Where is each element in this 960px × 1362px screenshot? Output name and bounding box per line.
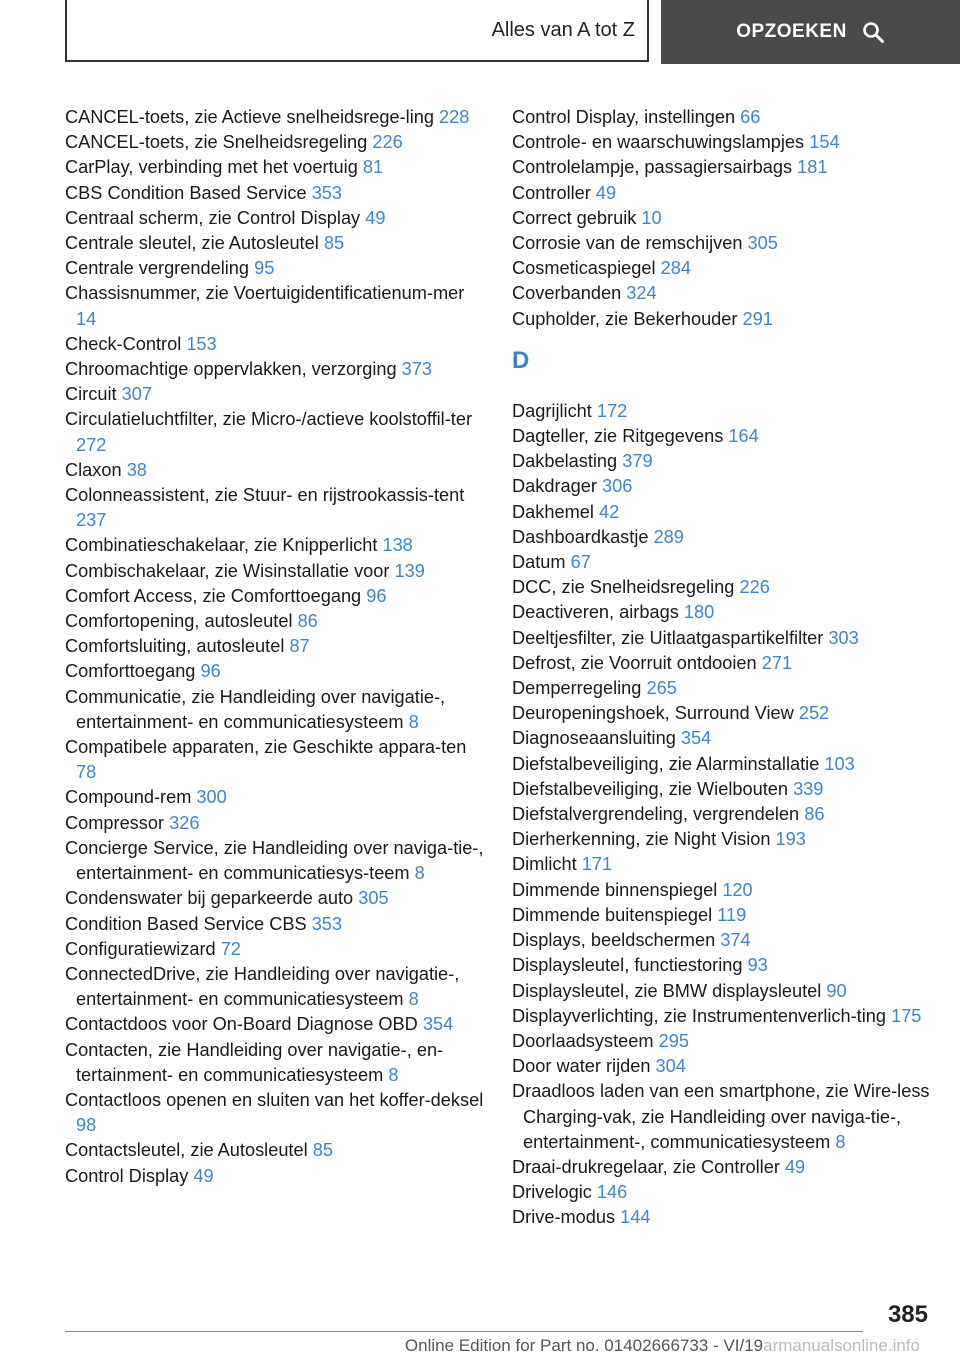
index-entry-text: Diefstalbeveiliging, zie Alarminstallatie xyxy=(512,753,820,774)
page-link[interactable]: 354 xyxy=(680,728,712,749)
page-link[interactable]: 146 xyxy=(596,1182,628,1203)
index-entry-text: Diefstalvergrendeling, vergrendelen xyxy=(512,804,800,825)
index-entry xyxy=(65,811,485,836)
page-link[interactable]: 271 xyxy=(761,652,793,673)
page-link[interactable]: 154 xyxy=(809,132,840,153)
index-entry xyxy=(65,559,485,584)
index-entry xyxy=(512,424,932,449)
page-link[interactable]: 87 xyxy=(289,636,310,657)
index-entry-text: Displaysleutel, functiestoring xyxy=(512,955,743,976)
index-entry-text: Drivelogic xyxy=(512,1182,592,1203)
index-entry-text: Drive-modus xyxy=(512,1207,616,1228)
index-entry xyxy=(512,449,932,474)
page-link[interactable]: 49 xyxy=(365,207,386,228)
page-link[interactable]: 86 xyxy=(804,804,825,825)
index-entry-text: Dimmende buitenspiegel xyxy=(512,904,713,925)
index-entry-text: Contacten, zie Handleiding over navigatie-, en-tertainment- en communicatiesysteem xyxy=(65,1039,444,1085)
index-entry xyxy=(65,785,485,810)
footer-text: Online Edition for Part no. 01402666733 - VI/19 xyxy=(404,1336,764,1355)
index-entry-text: DCC, zie Snelheidsregeling xyxy=(512,577,735,598)
index-entry xyxy=(512,1029,932,1054)
page-link[interactable]: 295 xyxy=(658,1030,689,1051)
page-link[interactable]: 96 xyxy=(200,661,221,682)
index-entry xyxy=(512,130,932,155)
page-link[interactable]: 85 xyxy=(312,1140,333,1161)
page-link[interactable]: 339 xyxy=(793,778,824,799)
search-icon xyxy=(861,20,885,44)
page-link[interactable]: 8 xyxy=(408,989,419,1010)
index-entry xyxy=(65,836,485,886)
index-entry xyxy=(512,474,932,499)
page-link[interactable]: 14 xyxy=(76,308,97,329)
index-entry xyxy=(65,659,485,684)
index-entry xyxy=(512,1180,932,1205)
page-link[interactable]: 300 xyxy=(196,787,227,808)
page-link[interactable]: 284 xyxy=(660,258,691,279)
index-entry-text: Draai-drukregelaar, zie Controller xyxy=(512,1156,780,1177)
tab-opzoeken[interactable] xyxy=(661,0,960,64)
index-entry-text: Chroomachtige oppervlakken, verzorging xyxy=(65,359,397,380)
index-entry-text: Condenswater bij geparkeerde auto xyxy=(65,888,354,909)
index-entry-text: Comfortopening, autosleutel xyxy=(65,611,293,632)
index-entry xyxy=(65,1088,485,1138)
index-entry xyxy=(512,155,932,180)
page-link[interactable]: 305 xyxy=(747,233,778,254)
page-link[interactable]: 120 xyxy=(722,879,753,900)
page-link[interactable]: 98 xyxy=(76,1115,97,1136)
page-link[interactable]: 49 xyxy=(784,1156,806,1177)
page-link[interactable]: 86 xyxy=(297,611,318,632)
index-entry-text: Condition Based Service CBS xyxy=(65,913,307,934)
index-entry xyxy=(65,937,485,962)
index-entry-text: Draadloos laden van een smartphone, zie Wire-less Charging-vak, zie Handleiding over naviga-tie-, entertainment-, communicatiesysteem xyxy=(512,1081,930,1152)
index-entry xyxy=(65,105,485,130)
index-entry-text: Combischakelaar, zie Wisinstallatie voor xyxy=(65,560,390,581)
page-link[interactable]: 10 xyxy=(641,207,662,228)
index-entry xyxy=(512,651,932,676)
index-entry-text: Combinatieschakelaar, zie Knipperlicht xyxy=(65,535,378,556)
index-column-right xyxy=(512,105,932,1231)
page-link[interactable]: 291 xyxy=(742,308,773,329)
index-entry xyxy=(512,1004,932,1029)
index-entry xyxy=(512,231,932,256)
page-link[interactable]: 90 xyxy=(826,980,847,1001)
page-link[interactable]: 305 xyxy=(358,888,389,909)
page-link[interactable]: 326 xyxy=(169,812,200,833)
index-entry-text: Communicatie, zie Handleiding over navigatie-, entertainment- en communicatiesysteem xyxy=(65,686,446,732)
index-entry-text: ConnectedDrive, zie Handleiding over navigatie-, entertainment- en communicatiesysteem xyxy=(65,963,460,1010)
index-entry xyxy=(512,827,932,852)
index-entry-text: CANCEL-toets, zie Actieve snelheidsrege-ling xyxy=(65,107,434,127)
page-link[interactable]: 38 xyxy=(126,459,147,480)
index-group-d xyxy=(512,399,932,1231)
index-entry-text: Datum xyxy=(512,552,566,573)
page-link[interactable]: 307 xyxy=(121,384,152,405)
index-entry-text: Circulatieluchtfilter, zie Micro-/actieve koolstoffil-ter xyxy=(65,409,472,430)
page-link[interactable]: 139 xyxy=(394,560,425,581)
page-link[interactable]: 272 xyxy=(76,434,107,455)
index-entry xyxy=(65,206,485,231)
index-entry-text: Dakhemel xyxy=(512,501,594,522)
index-entry-text: Contactsleutel, zie Autosleutel xyxy=(65,1140,308,1161)
index-entry-text: Control Display xyxy=(65,1165,189,1186)
index-entry-text: Deuropeningshoek, Surround View xyxy=(512,703,794,724)
index-entry-text: Corrosie van de remschijven xyxy=(512,233,743,254)
footer-divider xyxy=(65,1331,863,1332)
index-entry xyxy=(512,206,932,231)
index-entry-text: Displaysleutel, zie BMW displaysleutel xyxy=(512,980,822,1001)
page-link[interactable]: 144 xyxy=(620,1207,651,1228)
tab-label: Alles van A tot Z xyxy=(491,18,635,41)
index-entry-text: Compressor xyxy=(65,812,165,833)
index-entry xyxy=(65,584,485,609)
page-link[interactable]: 81 xyxy=(362,157,384,178)
index-entry xyxy=(512,676,932,701)
page-link[interactable]: 72 xyxy=(220,938,241,959)
tab-alles-van-a-tot-z[interactable] xyxy=(65,0,649,62)
page-link[interactable]: 354 xyxy=(422,1014,454,1035)
index-entry-text: Displayverlichting, zie Instrumentenverlich-ting xyxy=(512,1005,887,1026)
index-entry xyxy=(512,600,932,625)
page-link[interactable]: 226 xyxy=(372,132,403,153)
index-entry-text: Chassisnummer, zie Voertuigidentificatienum-mer xyxy=(65,283,465,304)
index-entry xyxy=(65,130,485,155)
index-entry-text: Demperregeling xyxy=(512,678,642,699)
page-link[interactable]: 228 xyxy=(439,107,470,127)
index-entry-text: Contactdoos voor On-Board Diagnose OBD xyxy=(65,1014,418,1035)
index-column-left xyxy=(65,105,485,1189)
header xyxy=(65,0,960,64)
page-link[interactable]: 324 xyxy=(626,283,657,304)
index-entry xyxy=(512,399,932,424)
index-entry-text: Dakdrager xyxy=(512,476,597,497)
index-entry xyxy=(65,181,485,206)
index-entry-text: CANCEL-toets, zie Snelheidsregeling xyxy=(65,132,368,153)
index-entry-text: Comfortsluiting, autosleutel xyxy=(65,636,285,657)
index-entry-text: Contactloos openen en sluiten van het koffer-deksel xyxy=(65,1089,484,1110)
page-link[interactable]: 226 xyxy=(739,577,770,598)
index-entry-text: Diagnoseaansluiting xyxy=(512,728,676,749)
page-link[interactable]: 93 xyxy=(747,955,768,976)
page-link[interactable]: 374 xyxy=(720,930,751,951)
index-entry xyxy=(512,726,932,751)
page-link[interactable]: 379 xyxy=(622,451,653,472)
page-link[interactable]: 8 xyxy=(835,1131,846,1152)
index-entry-text: Door water rijden xyxy=(512,1056,651,1077)
page-link[interactable]: 153 xyxy=(186,333,217,354)
index-entry xyxy=(512,903,932,928)
index-entry xyxy=(512,550,932,575)
index-entry-text: Configuratiewizard xyxy=(65,938,216,959)
footer xyxy=(405,1336,920,1356)
index-entry-text: Coverbanden xyxy=(512,283,622,304)
page-link[interactable]: 237 xyxy=(76,510,107,531)
index-entry-text: Correct gebruik xyxy=(512,207,637,228)
index-entry-text: Circuit xyxy=(65,384,117,405)
index-entry-text: Dagrijlicht xyxy=(512,400,592,421)
page-link[interactable]: 96 xyxy=(366,585,387,606)
index-entry xyxy=(512,953,932,978)
page-link[interactable]: 138 xyxy=(382,535,413,556)
page-link[interactable]: 265 xyxy=(646,678,677,699)
index-entry-text: Displays, beeldschermen xyxy=(512,930,716,951)
index-entry xyxy=(65,155,485,180)
page-link[interactable]: 95 xyxy=(254,258,275,279)
index-entry-text: Compound-rem xyxy=(65,787,192,808)
page-link[interactable]: 172 xyxy=(596,400,628,421)
index-entry-text: CarPlay, verbinding met het voertuig xyxy=(65,157,358,178)
page-link[interactable]: 193 xyxy=(775,829,806,850)
index-entry xyxy=(512,777,932,802)
index-entry-text: Deactiveren, airbags xyxy=(512,602,679,623)
index-entry xyxy=(512,701,932,726)
index-entry xyxy=(65,912,485,937)
index-entry xyxy=(512,878,932,903)
page-link[interactable]: 8 xyxy=(414,863,425,884)
page-link[interactable]: 119 xyxy=(717,904,747,925)
index-entry-text: Dimlicht xyxy=(512,854,577,875)
search-label: OPZOEKEN xyxy=(736,21,847,42)
page-link[interactable]: 171 xyxy=(581,854,613,875)
index-entry-text: Comfort Access, zie Comforttoegang xyxy=(65,585,362,606)
page-link[interactable]: 353 xyxy=(311,913,343,934)
page-link[interactable]: 42 xyxy=(598,501,620,522)
index-letter-heading: D xyxy=(512,346,530,374)
index-entry xyxy=(512,256,932,281)
page-link[interactable]: 103 xyxy=(824,753,855,774)
index-entry-text: Controle- en waarschuwingslampjes xyxy=(512,132,805,153)
page-link[interactable]: 85 xyxy=(323,233,345,254)
index-entry xyxy=(512,500,932,525)
index-entry-text: Controller xyxy=(512,182,591,203)
index-entry xyxy=(65,357,485,382)
index-entry-text: Doorlaadsysteem xyxy=(512,1030,654,1051)
index-entry xyxy=(65,256,485,281)
page-link[interactable]: 353 xyxy=(311,182,343,203)
index-entry xyxy=(512,1155,932,1180)
index-entry xyxy=(512,281,932,306)
index-entry xyxy=(512,1079,932,1155)
page-link[interactable]: 66 xyxy=(740,107,761,127)
page-link[interactable]: 164 xyxy=(728,426,759,447)
index-entry xyxy=(65,332,485,357)
index-entry xyxy=(512,307,932,332)
index-entry-text: Controlelampje, passagiersairbags xyxy=(512,157,793,178)
page-link[interactable]: 67 xyxy=(570,552,591,573)
index-entry xyxy=(65,609,485,634)
page-link[interactable]: 49 xyxy=(193,1165,214,1186)
index-entry xyxy=(512,1054,932,1079)
index-entry xyxy=(512,852,932,877)
index-group-c xyxy=(512,105,932,332)
page-link[interactable]: 306 xyxy=(601,476,633,497)
footer-watermark: armanualsonline.info xyxy=(763,1336,920,1355)
index-entry-text: Diefstalbeveiliging, zie Wielbouten xyxy=(512,778,788,799)
index-entry-text: Deeltjesfilter, zie Uitlaatgaspartikelfilter xyxy=(512,627,824,648)
index-entry xyxy=(65,231,485,256)
index-entry xyxy=(65,407,485,457)
page-link[interactable]: 289 xyxy=(653,526,684,547)
page-link[interactable]: 181 xyxy=(797,157,828,178)
index-entry-text: Centraal scherm, zie Control Display xyxy=(65,207,361,228)
page-link[interactable]: 49 xyxy=(595,182,617,203)
index-entry xyxy=(65,1138,485,1163)
index-entry-text: Cosmeticaspiegel xyxy=(512,258,656,279)
index-entry-text: Comforttoegang xyxy=(65,661,196,682)
index-entry xyxy=(65,735,485,785)
index-entry-text: Dakbelasting xyxy=(512,451,618,472)
index-entry xyxy=(512,1205,932,1230)
index-entry xyxy=(512,525,932,550)
index-entry xyxy=(512,802,932,827)
index-entry xyxy=(65,382,485,407)
page-link[interactable]: 373 xyxy=(401,359,433,380)
index-entry xyxy=(65,1164,485,1189)
index-entry xyxy=(65,634,485,659)
index-entry xyxy=(65,1012,485,1037)
index-entry xyxy=(512,105,932,130)
index-entry xyxy=(65,458,485,483)
index-entry xyxy=(512,575,932,600)
index-entry-text: Dashboardkastje xyxy=(512,526,649,547)
page-link[interactable]: 252 xyxy=(798,703,830,724)
page-link[interactable]: 8 xyxy=(408,711,419,732)
index-entry-text: Claxon xyxy=(65,459,122,480)
index-entry xyxy=(65,1038,485,1088)
index-entry xyxy=(512,752,932,777)
page-link[interactable]: 304 xyxy=(655,1056,686,1077)
index-entry xyxy=(65,483,485,533)
page-link[interactable]: 8 xyxy=(388,1064,399,1085)
index-entry-text: Defrost, zie Voorruit ontdooien xyxy=(512,652,757,673)
page-link[interactable]: 303 xyxy=(828,627,859,648)
index-entry-text: Dierherkenning, zie Night Vision xyxy=(512,829,771,850)
index-entry-text: Control Display, instellingen xyxy=(512,107,736,127)
index-entry xyxy=(65,685,485,735)
page-link[interactable]: 180 xyxy=(683,602,715,623)
index-entry xyxy=(65,962,485,1012)
index-entry xyxy=(512,181,932,206)
index-entry xyxy=(512,928,932,953)
index-entry xyxy=(512,626,932,651)
page-link[interactable]: 78 xyxy=(76,762,97,783)
index-entry xyxy=(65,886,485,911)
index-entry-text: Dimmende binnenspiegel xyxy=(512,879,718,900)
index-entry-text: Centrale vergrendeling xyxy=(65,258,250,279)
index-entry-text: Dagteller, zie Ritgegevens xyxy=(512,426,724,447)
index-entry xyxy=(512,979,932,1004)
index-entry-text: Check-Control xyxy=(65,333,182,354)
page-number: 385 xyxy=(887,1301,928,1328)
index-entry-text: Compatibele apparaten, zie Geschikte appara-ten xyxy=(65,737,467,758)
index-entry-text: Colonneassistent, zie Stuur- en rijstrookassis-tent xyxy=(65,485,465,506)
index-entry-text: Concierge Service, zie Handleiding over naviga-tie-, entertainment- en communicatiesys-teem xyxy=(65,837,484,884)
index-entry xyxy=(65,281,485,331)
index-entry-text: CBS Condition Based Service xyxy=(65,182,307,203)
page-link[interactable]: 175 xyxy=(891,1005,922,1026)
index-entry-text: Centrale sleutel, zie Autosleutel xyxy=(65,233,319,254)
index-entry xyxy=(65,533,485,558)
index-entry-text: Cupholder, zie Bekerhouder xyxy=(512,308,738,329)
